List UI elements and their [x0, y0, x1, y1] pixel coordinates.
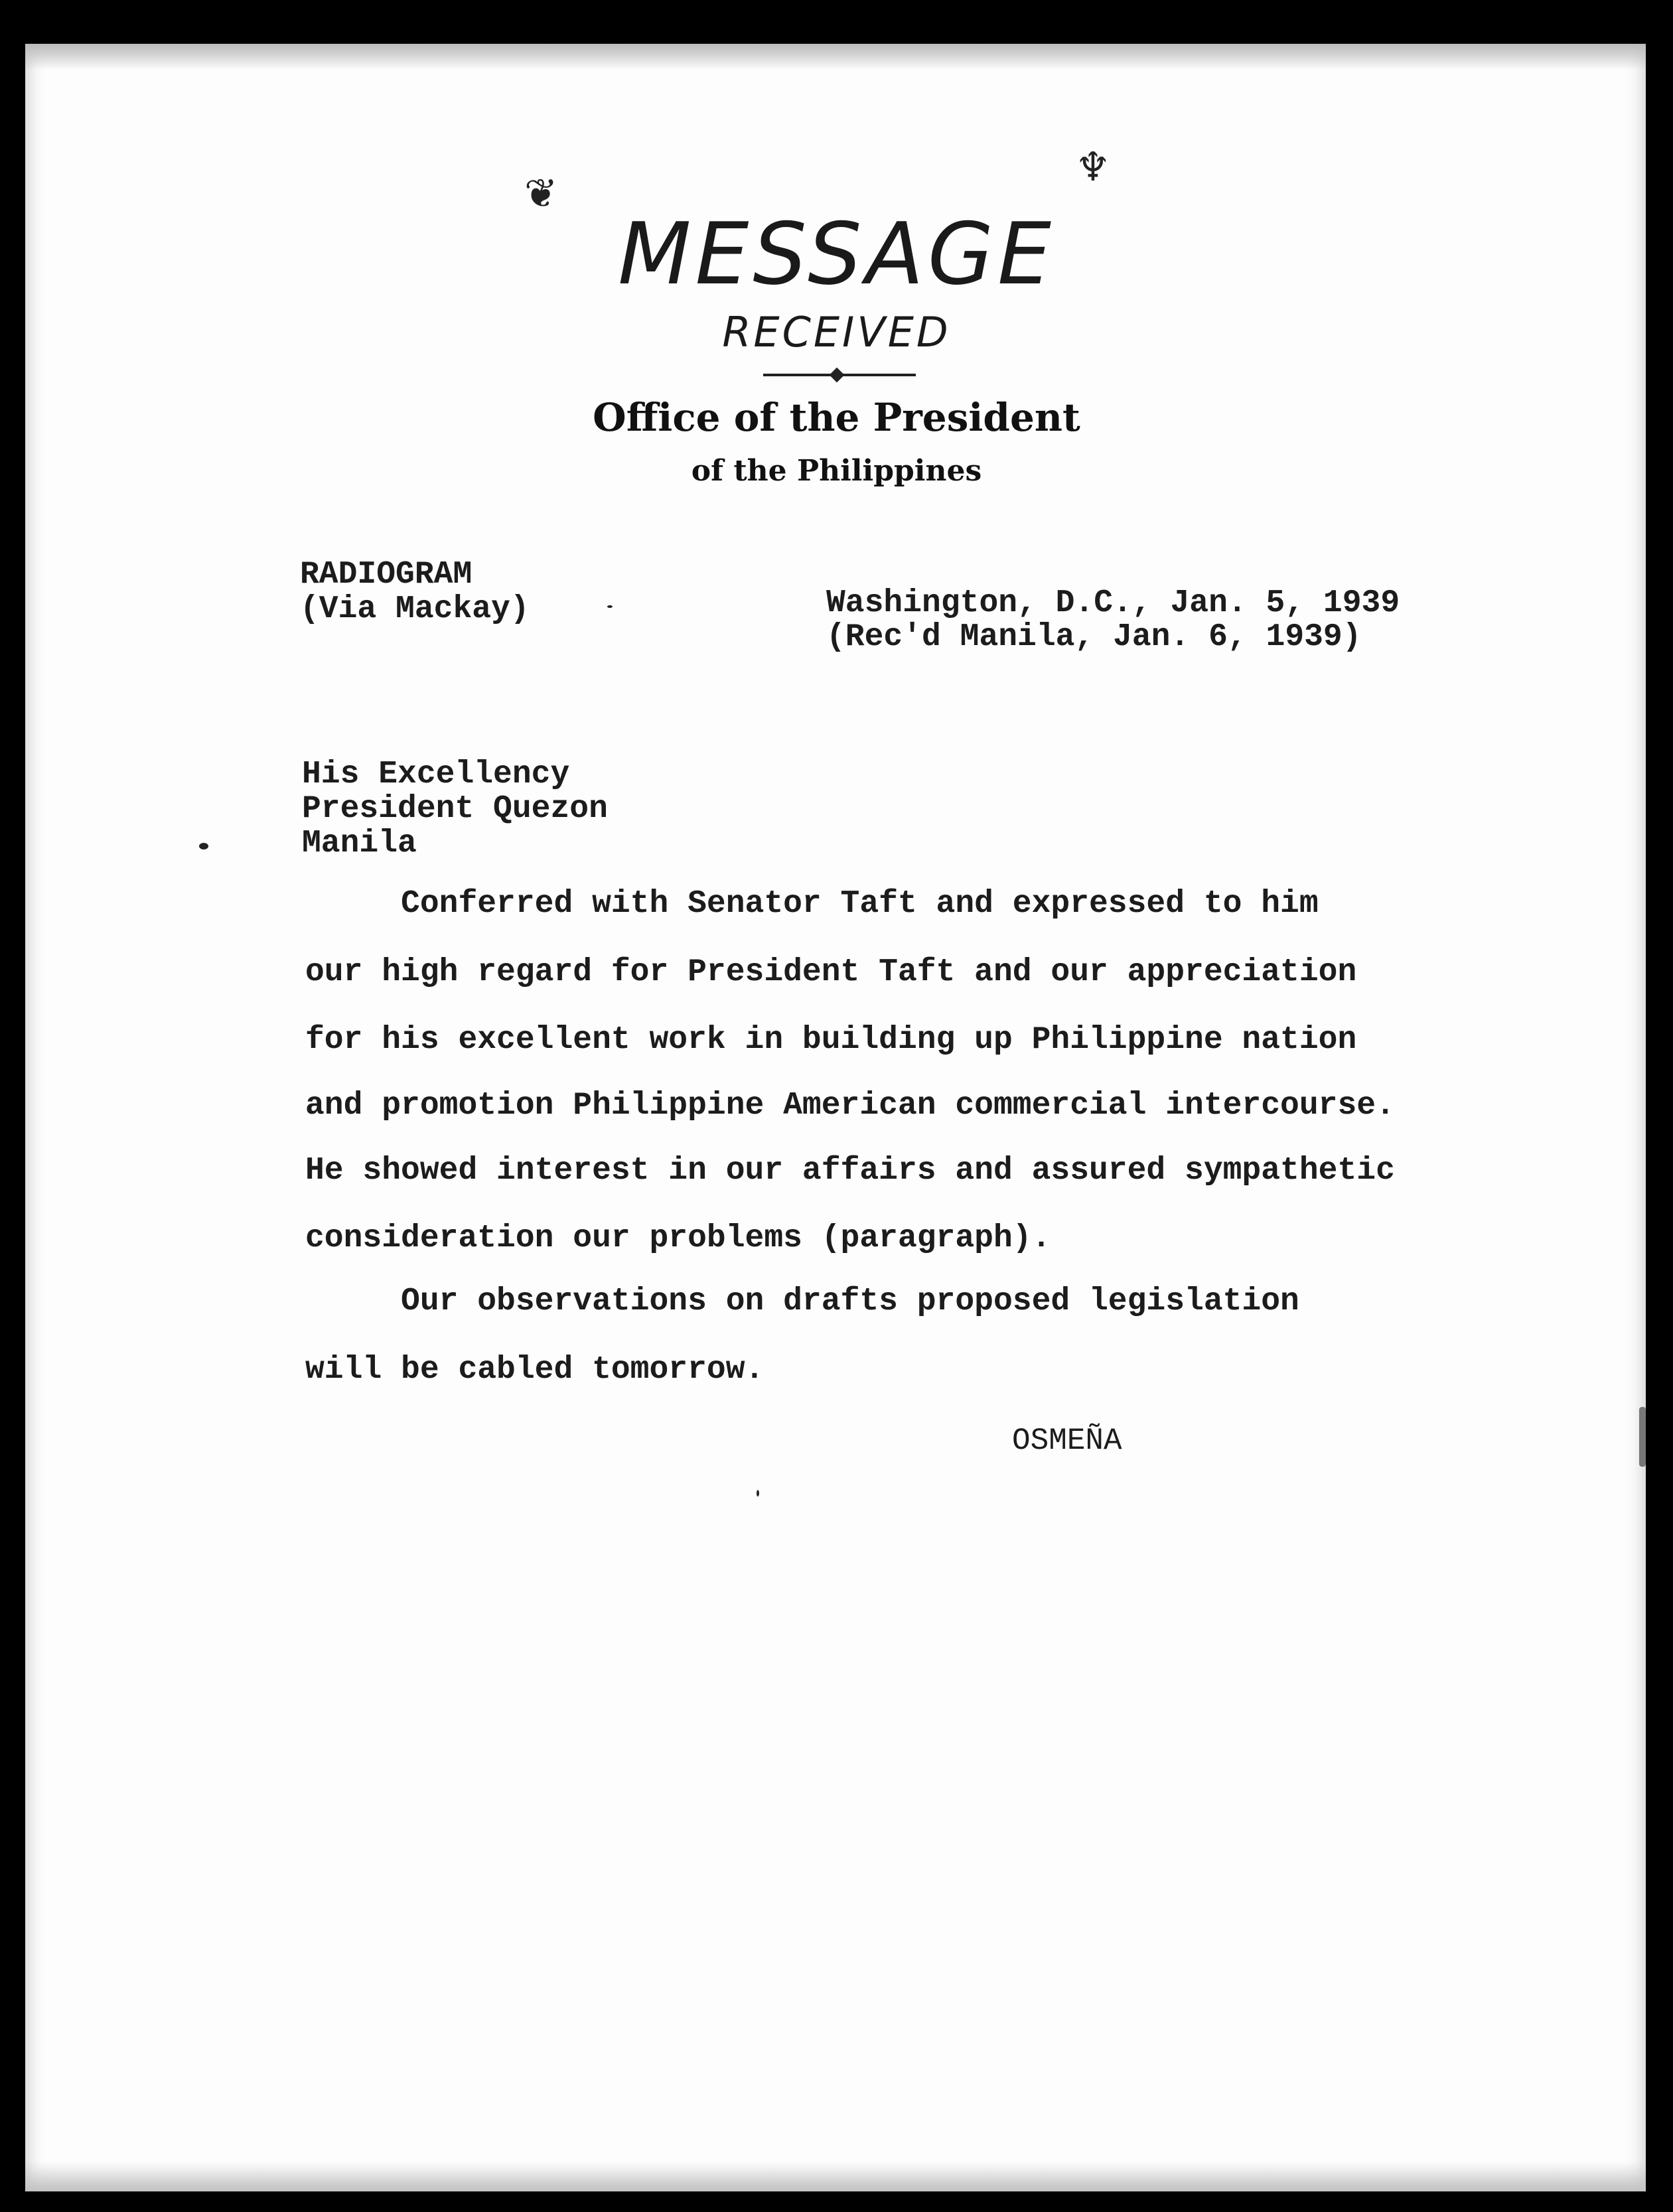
- body-line: consideration our problems (paragraph).: [305, 1220, 1051, 1256]
- left-ornament-icon: ❦: [524, 171, 558, 217]
- addressee-line2: President Quezon: [302, 791, 608, 827]
- message-type: RADIOGRAM: [300, 557, 473, 593]
- body-line: He showed interest in our affairs and assured sympathetic: [305, 1153, 1395, 1189]
- page-edge-mark: [1639, 1407, 1646, 1467]
- addressee-line3: Manila: [302, 826, 417, 861]
- letterhead-office-line1: Office of the President: [593, 395, 1080, 440]
- ink-speck: [607, 605, 613, 608]
- ink-speck: [199, 843, 208, 849]
- received-date: (Rec'd Manila, Jan. 6, 1939): [826, 619, 1362, 655]
- page-edge-top: [25, 44, 1646, 70]
- page-edge-bottom: [25, 2162, 1646, 2191]
- body-line: will be cabled tomorrow.: [305, 1352, 764, 1388]
- letterhead-office-line2: of the Philippines: [691, 454, 982, 488]
- letterhead-subtitle: RECEIVED: [722, 308, 951, 356]
- letterhead-title: MESSAGE: [618, 205, 1055, 304]
- addressee-line1: His Excellency: [302, 757, 570, 792]
- body-line: for his excellent work in building up Philippine nation: [305, 1022, 1357, 1058]
- message-channel: (Via Mackay): [300, 591, 530, 627]
- body-line: Our observations on drafts proposed legislation: [305, 1284, 1299, 1319]
- body-line: and promotion Philippine American commercial intercourse.: [305, 1088, 1395, 1124]
- signature: OSMEÑA: [1012, 1424, 1122, 1458]
- right-ornament-icon: ♆: [1075, 144, 1111, 190]
- body-line: our high regard for President Taft and our appreciation: [305, 954, 1357, 990]
- ink-speck: [757, 1490, 759, 1497]
- body-line: Conferred with Senator Taft and expressed to him: [305, 886, 1319, 922]
- origin-date: Washington, D.C., Jan. 5, 1939: [826, 585, 1400, 621]
